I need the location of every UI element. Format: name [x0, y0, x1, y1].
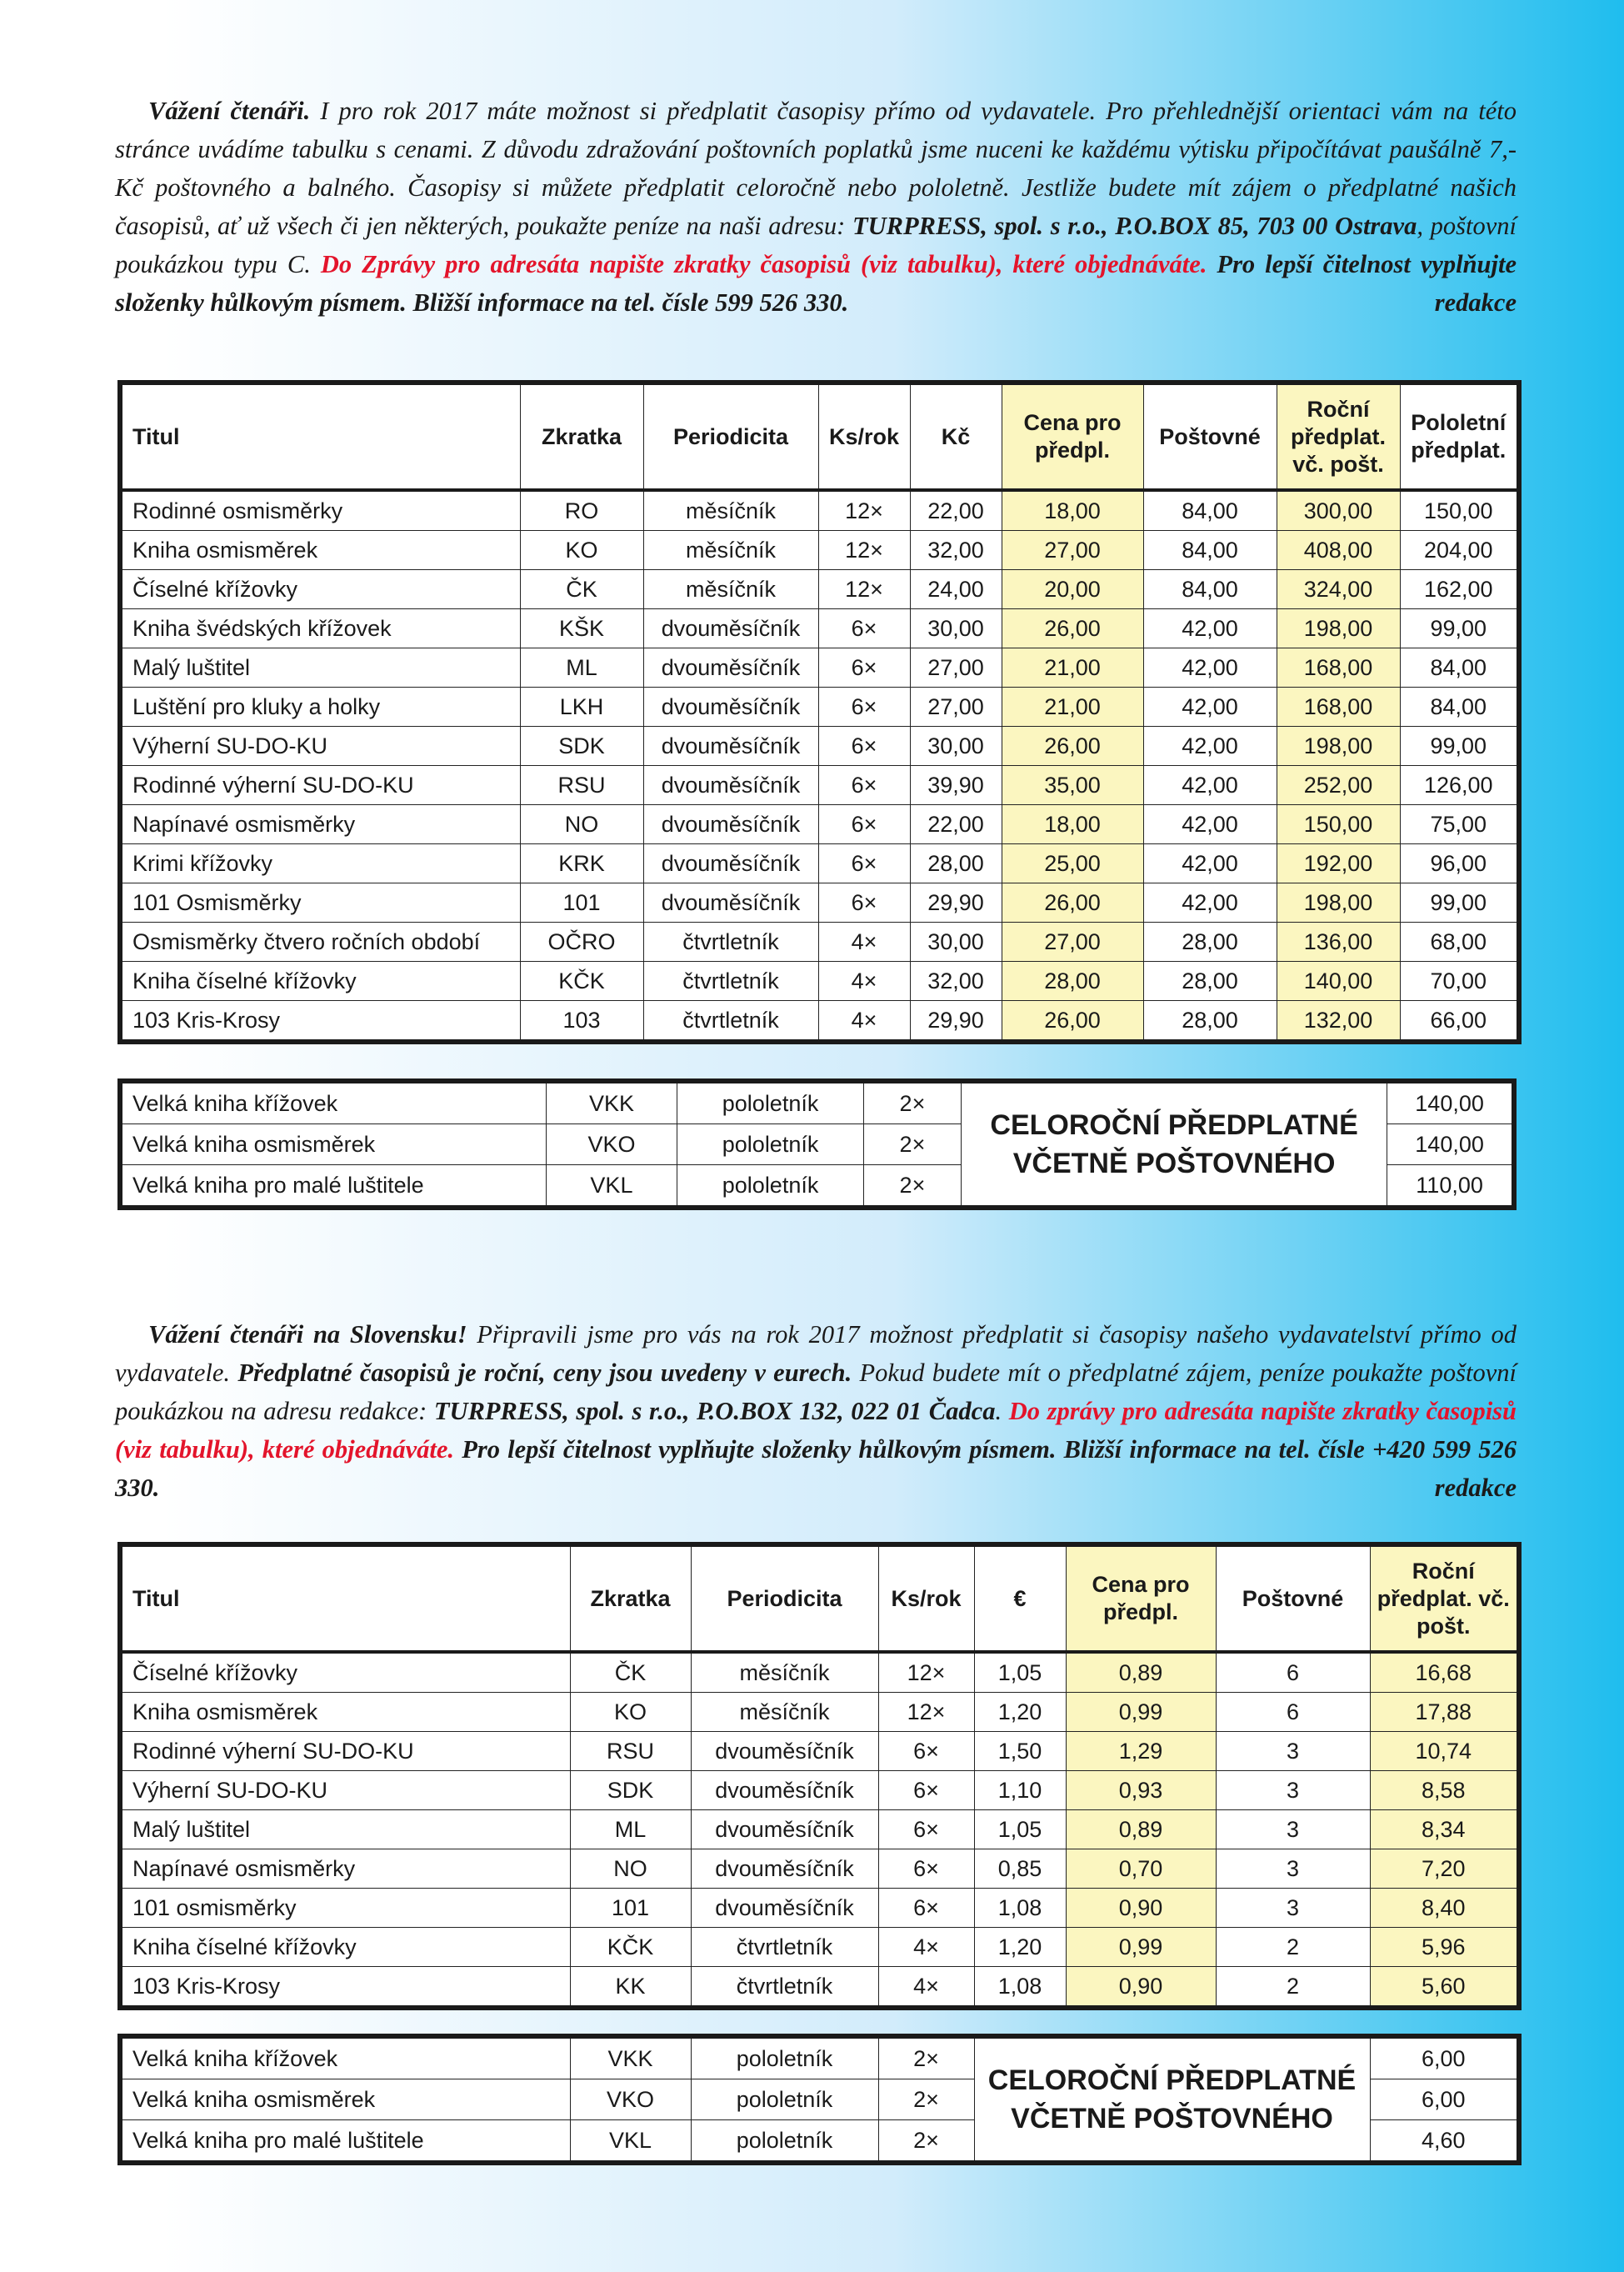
table-cell: 6	[1216, 1693, 1370, 1732]
table-cell: Kniha osmisměrek	[120, 1693, 570, 1732]
table-cell: 2×	[878, 2120, 974, 2164]
table-cell: ML	[520, 648, 643, 688]
table-cell: 8,34	[1370, 1810, 1519, 1849]
intro-red-instruction: Do Zprávy pro adresáta napište zkratky časopisů (viz tabulku), které objednáváte.	[320, 250, 1207, 278]
table-cell: NO	[570, 1849, 691, 1889]
table-cell: 1,08	[974, 1889, 1066, 1928]
table-cell: 12×	[818, 570, 910, 609]
table-cell: 126,00	[1400, 766, 1519, 805]
table-cell: 28,00	[1002, 962, 1143, 1001]
table-cell: 6×	[818, 609, 910, 648]
table-row	[120, 1732, 1519, 1771]
table-cell: 22,00	[910, 490, 1002, 531]
table-cell: 26,00	[1002, 609, 1143, 648]
table-row	[120, 1967, 1519, 2009]
annual-subscription-banner: CELOROČNÍ PŘEDPLATNÉ VČETNĚ POŠTOVNÉHO	[974, 2036, 1370, 2163]
table-cell: Rodinné výherní SU-DO-KU	[120, 1732, 570, 1771]
table-cell: Výherní SU-DO-KU	[120, 1771, 570, 1810]
table-cell: 4×	[818, 923, 910, 962]
table-cell: 6×	[878, 1771, 974, 1810]
table-cell: 12×	[818, 490, 910, 531]
table-cell: dvouměsíčník	[691, 1849, 878, 1889]
table-cell: Velká kniha křížovek	[120, 2036, 570, 2079]
table-cell: 12×	[878, 1693, 974, 1732]
table-cell: 8,40	[1370, 1889, 1519, 1928]
table-cell: 8,58	[1370, 1771, 1519, 1810]
table-cell: 136,00	[1277, 923, 1400, 962]
table-row	[120, 531, 1519, 570]
table-cell: 6×	[818, 766, 910, 805]
table-cell: 84,00	[1143, 490, 1277, 531]
table-cell: dvouměsíčník	[643, 883, 818, 923]
table-cell: 4,60	[1370, 2120, 1519, 2164]
table-cell: 7,20	[1370, 1849, 1519, 1889]
table-cell: Kniha švédských křížovek	[120, 609, 520, 648]
table-cell: 12×	[818, 531, 910, 570]
table-cell: dvouměsíčník	[643, 648, 818, 688]
table-cell: LKH	[520, 688, 643, 727]
header-abbreviation: Zkratka	[570, 1544, 691, 1652]
table-cell: 6×	[818, 648, 910, 688]
table-cell: 1,29	[1066, 1732, 1216, 1771]
table-cell: 0,99	[1066, 1693, 1216, 1732]
table-cell: 26,00	[1002, 727, 1143, 766]
table-cell: 324,00	[1277, 570, 1400, 609]
table-cell: pololetník	[677, 1124, 864, 1165]
table-row	[120, 962, 1519, 1001]
table-cell: 39,90	[910, 766, 1002, 805]
table-cell: 42,00	[1143, 688, 1277, 727]
table-cell: měsíčník	[691, 1693, 878, 1732]
table-cell: Velká kniha pro malé luštitele	[120, 2120, 570, 2164]
table-cell: ČK	[570, 1652, 691, 1693]
table-cell: 6,00	[1370, 2036, 1519, 2079]
table-row	[120, 1889, 1519, 1928]
table-cell: 4×	[818, 1001, 910, 1043]
table-cell: KK	[570, 1967, 691, 2009]
table-header-row	[120, 383, 1519, 490]
table-cell: ML	[570, 1810, 691, 1849]
intro-text: I pro rok 2017 máte možnost si předplatit časopisy přímo od vydavatele. Pro přehlednější orientaci vám na této stránce uvádíme tabulku s cenami. Z důvodu zdražování poštovních poplatků jsme nuceni ke každému výtisku připočítávat paušálně 7,- Kč poštovného a balného. Časopisy si můžete předplatit celoročně nebo pololetně. Jestliže budete mít zájem o předplatné našich časopisů, ať už všech či jen některých, poukažte peníze na naši adresu:	[115, 97, 1517, 240]
table-cell: KRK	[520, 844, 643, 883]
header-periodicity: Periodicita	[643, 383, 818, 490]
table-row	[120, 1693, 1519, 1732]
table-row	[120, 727, 1519, 766]
table-cell: RO	[520, 490, 643, 531]
table-cell: RSU	[570, 1732, 691, 1771]
table-cell: VKL	[570, 2120, 691, 2164]
table-cell: 32,00	[910, 962, 1002, 1001]
header-subscription-price: Cena pro předpl.	[1002, 383, 1143, 490]
table-cell: 5,96	[1370, 1928, 1519, 1967]
table-cell: 0,70	[1066, 1849, 1216, 1889]
table-cell: Číselné křížovky	[120, 1652, 570, 1693]
table-cell: 0,99	[1066, 1928, 1216, 1967]
table-cell: 2×	[878, 2079, 974, 2120]
table-cell: čtvrtletník	[643, 962, 818, 1001]
table-cell: Napínavé osmisměrky	[120, 805, 520, 844]
intro-text: , poštovní poukázkou typu C.	[115, 212, 1517, 278]
table-cell: NO	[520, 805, 643, 844]
table-cell: 84,00	[1400, 688, 1519, 727]
table-cell: Velká kniha křížovek	[120, 1081, 546, 1124]
table-cell: 29,90	[910, 883, 1002, 923]
intro-greeting: Vážení čtenáři na Slovensku!	[148, 1320, 467, 1349]
intro-bold-note: Pro lepší čitelnost vyplňujte složenky hůlkovým písmem. Bližší informace na tel. čísle +420 599 526 330.	[115, 1435, 1517, 1502]
table-cell: OČRO	[520, 923, 643, 962]
intro-address: TURPRESS, spol. s r.o., P.O.BOX 85, 703 00 Ostrava	[852, 212, 1417, 240]
table-row	[120, 688, 1519, 727]
table-cell: 1,08	[974, 1967, 1066, 2009]
table-cell: dvouměsíčník	[643, 766, 818, 805]
table-cell: 6×	[878, 1849, 974, 1889]
table-cell: Rodinné výherní SU-DO-KU	[120, 766, 520, 805]
table-cell: Rodinné osmisměrky	[120, 490, 520, 531]
table-row	[120, 1810, 1519, 1849]
table-cell: čtvrtletník	[643, 923, 818, 962]
intro-address: TURPRESS, spol. s r.o., P.O.BOX 132, 022 01 Čadca	[433, 1397, 996, 1425]
table-cell: 20,00	[1002, 570, 1143, 609]
table-row	[120, 1081, 1514, 1124]
table-cell: 2×	[863, 1081, 961, 1124]
table-row	[120, 490, 1519, 531]
table-cell: 26,00	[1002, 1001, 1143, 1043]
table-cell: 18,00	[1002, 490, 1143, 531]
table-cell: Napínavé osmisměrky	[120, 1849, 570, 1889]
table-cell: 2	[1216, 1967, 1370, 2009]
table-cell: 22,00	[910, 805, 1002, 844]
table-cell: čtvrtletník	[643, 1001, 818, 1043]
table-cell: 198,00	[1277, 609, 1400, 648]
table-cell: pololetník	[691, 2079, 878, 2120]
table-cell: 198,00	[1277, 883, 1400, 923]
table-cell: 42,00	[1143, 609, 1277, 648]
table-cell: 28,00	[1143, 1001, 1277, 1043]
table-cell: 99,00	[1400, 883, 1519, 923]
table-row	[120, 609, 1519, 648]
table-cell: 198,00	[1277, 727, 1400, 766]
table-cell: 1,50	[974, 1732, 1066, 1771]
table-cell: 84,00	[1143, 570, 1277, 609]
table-cell: 103 Kris-Krosy	[120, 1967, 570, 2009]
table-cell: 10,74	[1370, 1732, 1519, 1771]
table-cell: 30,00	[910, 727, 1002, 766]
table-row	[120, 923, 1519, 962]
table-cell: 27,00	[1002, 531, 1143, 570]
table-cell: 6×	[878, 1732, 974, 1771]
intro-slovak	[115, 1315, 1517, 1507]
table-row	[120, 2036, 1519, 2079]
intro-bold-note: Předplatné časopisů je roční, ceny jsou uvedeny v eurech.	[237, 1359, 852, 1387]
table-cell: dvouměsíčník	[643, 727, 818, 766]
table-cell: 70,00	[1400, 962, 1519, 1001]
intro-greeting: Vážení čtenáři.	[148, 97, 311, 125]
header-postage: Poštovné	[1216, 1544, 1370, 1652]
intro-text: Připravili jsme pro vás na rok 2017 možnost předplatit si časopisy našeho vydavatelství přímo od vydavatele.	[115, 1320, 1517, 1387]
table-row	[120, 1652, 1519, 1693]
header-annual: Roční předplat. vč. pošt.	[1277, 383, 1400, 490]
table-row	[120, 1771, 1519, 1810]
intro-czech	[115, 92, 1517, 322]
table-cell: VKL	[546, 1165, 677, 1209]
table-cell: 26,00	[1002, 883, 1143, 923]
table-cell: 110,00	[1387, 1165, 1514, 1209]
table-cell: 1,20	[974, 1693, 1066, 1732]
header-halfyear: Pololetní předplat.	[1400, 383, 1519, 490]
table-cell: Číselné křížovky	[120, 570, 520, 609]
table-cell: 168,00	[1277, 688, 1400, 727]
czech-price-table	[117, 380, 1522, 1044]
table-cell: 6×	[818, 727, 910, 766]
slovak-extra-table	[117, 2034, 1522, 2165]
table-cell: 252,00	[1277, 766, 1400, 805]
table-cell: 204,00	[1400, 531, 1519, 570]
table-cell: 4×	[878, 1928, 974, 1967]
table-cell: 0,93	[1066, 1771, 1216, 1810]
intro-signature: redakce	[1434, 288, 1517, 317]
table-cell: 35,00	[1002, 766, 1143, 805]
table-cell: Krimi křížovky	[120, 844, 520, 883]
table-cell: 12×	[878, 1652, 974, 1693]
header-title: Titul	[120, 1544, 570, 1652]
table-cell: 6×	[878, 1810, 974, 1849]
table-cell: Malý luštitel	[120, 648, 520, 688]
table-cell: 101 Osmisměrky	[120, 883, 520, 923]
table-cell: 3	[1216, 1849, 1370, 1889]
table-cell: pololetník	[691, 2120, 878, 2164]
table-row	[120, 844, 1519, 883]
table-cell: VKO	[570, 2079, 691, 2120]
table-cell: KČK	[570, 1928, 691, 1967]
intro-text: .	[995, 1397, 1009, 1425]
table-cell: SDK	[570, 1771, 691, 1810]
table-cell: 101	[570, 1889, 691, 1928]
table-cell: VKK	[546, 1081, 677, 1124]
table-cell: 101	[520, 883, 643, 923]
table-cell: 6×	[878, 1889, 974, 1928]
table-cell: 30,00	[910, 609, 1002, 648]
table-cell: 140,00	[1277, 962, 1400, 1001]
table-cell: 3	[1216, 1771, 1370, 1810]
table-cell: 6×	[818, 688, 910, 727]
table-cell: 162,00	[1400, 570, 1519, 609]
header-price: Kč	[910, 383, 1002, 490]
table-cell: dvouměsíčník	[691, 1771, 878, 1810]
table-cell: 25,00	[1002, 844, 1143, 883]
table-cell: pololetník	[677, 1081, 864, 1124]
header-count: Ks/rok	[818, 383, 910, 490]
table-cell: 140,00	[1387, 1124, 1514, 1165]
table-cell: Velká kniha pro malé luštitele	[120, 1165, 546, 1209]
table-cell: 3	[1216, 1732, 1370, 1771]
table-cell: 27,00	[910, 648, 1002, 688]
table-cell: 4×	[878, 1967, 974, 2009]
table-cell: dvouměsíčník	[691, 1889, 878, 1928]
table-cell: 42,00	[1143, 844, 1277, 883]
table-cell: dvouměsíčník	[643, 805, 818, 844]
table-cell: 0,90	[1066, 1967, 1216, 2009]
table-cell: 0,89	[1066, 1652, 1216, 1693]
table-cell: 68,00	[1400, 923, 1519, 962]
table-cell: měsíčník	[643, 490, 818, 531]
table-cell: 2×	[863, 1165, 961, 1209]
table-cell: Luštění pro kluky a holky	[120, 688, 520, 727]
table-cell: 103 Kris-Krosy	[120, 1001, 520, 1043]
table-cell: Kniha osmisměrek	[120, 531, 520, 570]
table-cell: Výherní SU-DO-KU	[120, 727, 520, 766]
table-cell: Kniha číselné křížovky	[120, 1928, 570, 1967]
table-cell: 42,00	[1143, 883, 1277, 923]
slovak-price-table	[117, 1542, 1522, 2010]
header-abbreviation: Zkratka	[520, 383, 643, 490]
header-price: €	[974, 1544, 1066, 1652]
table-cell: 3	[1216, 1889, 1370, 1928]
table-cell: 42,00	[1143, 805, 1277, 844]
table-cell: pololetník	[677, 1165, 864, 1209]
table-cell: měsíčník	[643, 570, 818, 609]
table-cell: 1,10	[974, 1771, 1066, 1810]
intro-text: Pokud budete mít o předplatné zájem, peníze poukažte poštovní poukázkou na adresu redakce:	[115, 1359, 1517, 1425]
table-cell: Malý luštitel	[120, 1810, 570, 1849]
table-cell: 42,00	[1143, 648, 1277, 688]
table-cell: 84,00	[1400, 648, 1519, 688]
table-cell: 42,00	[1143, 766, 1277, 805]
table-cell: dvouměsíčník	[691, 1732, 878, 1771]
table-cell: 28,00	[910, 844, 1002, 883]
table-cell: 408,00	[1277, 531, 1400, 570]
czech-extra-table	[117, 1078, 1517, 1210]
table-cell: 103	[520, 1001, 643, 1043]
table-row	[120, 1928, 1519, 1967]
table-cell: 168,00	[1277, 648, 1400, 688]
header-annual: Roční předplat. vč. pošt.	[1370, 1544, 1519, 1652]
table-cell: 21,00	[1002, 648, 1143, 688]
table-cell: 75,00	[1400, 805, 1519, 844]
table-header-row	[120, 1544, 1519, 1652]
table-cell: měsíčník	[643, 531, 818, 570]
table-cell: KO	[570, 1693, 691, 1732]
table-row	[120, 1001, 1519, 1043]
intro-red-instruction: Do zprávy pro adresáta napište zkratky časopisů (viz tabulku), které objednáváte.	[115, 1397, 1517, 1464]
table-cell: Osmisměrky čtvero ročních období	[120, 923, 520, 962]
table-cell: 32,00	[910, 531, 1002, 570]
table-cell: 6	[1216, 1652, 1370, 1693]
table-cell: 42,00	[1143, 727, 1277, 766]
table-cell: 192,00	[1277, 844, 1400, 883]
table-cell: 28,00	[1143, 923, 1277, 962]
table-cell: 0,90	[1066, 1889, 1216, 1928]
table-cell: 27,00	[910, 688, 1002, 727]
table-cell: 6×	[818, 883, 910, 923]
header-title: Titul	[120, 383, 520, 490]
table-cell: 99,00	[1400, 609, 1519, 648]
table-cell: SDK	[520, 727, 643, 766]
table-cell: měsíčník	[691, 1652, 878, 1693]
table-cell: pololetník	[691, 2036, 878, 2079]
table-row	[120, 805, 1519, 844]
table-cell: 0,89	[1066, 1810, 1216, 1849]
table-cell: 4×	[818, 962, 910, 1001]
table-cell: 21,00	[1002, 688, 1143, 727]
table-cell: 99,00	[1400, 727, 1519, 766]
header-count: Ks/rok	[878, 1544, 974, 1652]
table-cell: KO	[520, 531, 643, 570]
table-cell: 150,00	[1277, 805, 1400, 844]
table-row	[120, 570, 1519, 609]
table-row	[120, 648, 1519, 688]
table-cell: 0,85	[974, 1849, 1066, 1889]
table-cell: VKK	[570, 2036, 691, 2079]
intro-bold-note: Pro lepší čitelnost vyplňujte složenky hůlkovým písmem. Bližší informace na tel. čísle 599 526 330.	[115, 250, 1517, 317]
table-cell: čtvrtletník	[691, 1967, 878, 2009]
table-row	[120, 766, 1519, 805]
table-row	[120, 1849, 1519, 1889]
intro-signature: redakce	[1434, 1474, 1517, 1502]
table-cell: 2×	[878, 2036, 974, 2079]
table-cell: 27,00	[1002, 923, 1143, 962]
table-cell: 17,88	[1370, 1693, 1519, 1732]
table-cell: 66,00	[1400, 1001, 1519, 1043]
table-cell: 2×	[863, 1124, 961, 1165]
table-cell: dvouměsíčník	[643, 688, 818, 727]
table-cell: 30,00	[910, 923, 1002, 962]
table-cell: Velká kniha osmisměrek	[120, 1124, 546, 1165]
table-cell: Velká kniha osmisměrek	[120, 2079, 570, 2120]
table-cell: 84,00	[1143, 531, 1277, 570]
table-cell: 150,00	[1400, 490, 1519, 531]
table-cell: 6,00	[1370, 2079, 1519, 2120]
table-cell: 101 osmisměrky	[120, 1889, 570, 1928]
table-cell: RSU	[520, 766, 643, 805]
table-cell: dvouměsíčník	[643, 609, 818, 648]
table-cell: KČK	[520, 962, 643, 1001]
table-cell: 96,00	[1400, 844, 1519, 883]
table-cell: 2	[1216, 1928, 1370, 1967]
table-cell: dvouměsíčník	[643, 844, 818, 883]
annual-subscription-banner: CELOROČNÍ PŘEDPLATNÉ VČETNĚ POŠTOVNÉHO	[962, 1081, 1387, 1208]
table-cell: 6×	[818, 844, 910, 883]
table-cell: čtvrtletník	[691, 1928, 878, 1967]
table-cell: KŠK	[520, 609, 643, 648]
table-row	[120, 883, 1519, 923]
table-cell: 24,00	[910, 570, 1002, 609]
table-cell: 1,20	[974, 1928, 1066, 1967]
table-cell: 132,00	[1277, 1001, 1400, 1043]
table-cell: ČK	[520, 570, 643, 609]
table-cell: 5,60	[1370, 1967, 1519, 2009]
table-cell: 28,00	[1143, 962, 1277, 1001]
table-cell: 300,00	[1277, 490, 1400, 531]
table-cell: 3	[1216, 1810, 1370, 1849]
table-cell: dvouměsíčník	[691, 1810, 878, 1849]
table-cell: 18,00	[1002, 805, 1143, 844]
header-periodicity: Periodicita	[691, 1544, 878, 1652]
header-subscription-price: Cena pro předpl.	[1066, 1544, 1216, 1652]
table-cell: VKO	[546, 1124, 677, 1165]
header-postage: Poštovné	[1143, 383, 1277, 490]
table-cell: 140,00	[1387, 1081, 1514, 1124]
table-cell: 1,05	[974, 1810, 1066, 1849]
table-cell: 29,90	[910, 1001, 1002, 1043]
table-cell: 1,05	[974, 1652, 1066, 1693]
table-cell: Kniha číselné křížovky	[120, 962, 520, 1001]
table-cell: 6×	[818, 805, 910, 844]
table-cell: 16,68	[1370, 1652, 1519, 1693]
